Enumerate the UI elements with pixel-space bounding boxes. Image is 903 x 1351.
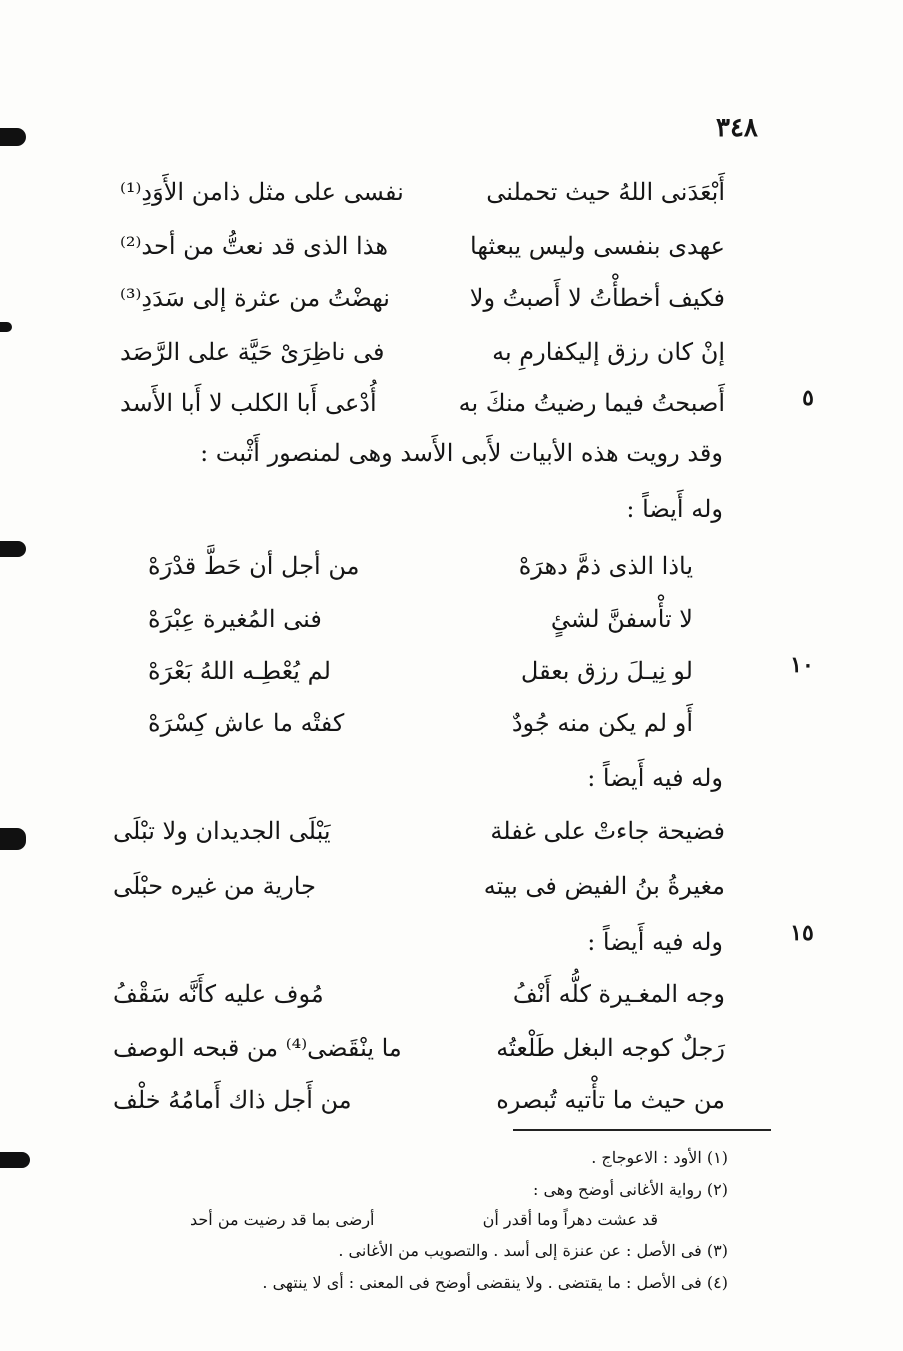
verse-line (120, 167, 725, 217)
page-number: ٣٤٨ (716, 113, 758, 143)
verse-first-hemistich: من حيث ما تأْتيه تُبصره (496, 1086, 725, 1114)
line-number: ٥ (802, 385, 814, 411)
verse-line (113, 861, 725, 911)
verse-first-hemistich: رَجلٌ كوجه البغل طَلْعتُه (496, 1034, 725, 1062)
verse-line (120, 378, 725, 428)
verse-line (148, 646, 693, 696)
scan-mark (0, 828, 26, 850)
verse-second-hemistich: كفتْه ما عاش كِسْرَهْ (148, 709, 345, 737)
scan-mark (0, 541, 26, 557)
section-heading: وله فيه أَيضاً : (587, 928, 723, 956)
verse-line (113, 806, 725, 856)
verse-line (113, 1023, 725, 1073)
scan-mark (0, 1152, 30, 1168)
verse-line (148, 541, 693, 591)
line-number: ١٠ (790, 652, 814, 678)
verse-line (120, 327, 725, 377)
scan-mark (0, 322, 12, 332)
verse-first-hemistich: عهدى بنفسى وليس يبعثها (470, 232, 725, 260)
verse-first-hemistich: مغيرةُ بنُ الفيض فى بيته (483, 872, 725, 900)
verse-second-hemistich: نهضْتُ من عثرة إلى سَدَدِ⁽³⁾ (120, 284, 390, 312)
scan-mark (0, 128, 26, 146)
line-number: ١٥ (790, 920, 814, 946)
verse-second-hemistich: يَبْلَى الجديدان ولا تبْلَى (113, 817, 331, 845)
verse-second-hemistich: لم يُعْطِـه اللهُ بَعْرَهْ (148, 657, 331, 685)
section-heading: وله فيه أَيضاً : (587, 764, 723, 792)
footnote: (٤) فى الأصل : ما يقتضى . ولا ينقضى أوضح فى المعنى : أى لا ينتهى . (262, 1273, 728, 1292)
verse-second-hemistich: ما ينْقَضى⁽⁴⁾ من قبحه الوصف (113, 1034, 402, 1062)
verse-second-hemistich: من أَجل ذاك أَمامُهُ خلْف (113, 1086, 352, 1114)
verse-first-hemistich: أَو لم يكن منه جُودٌ (511, 709, 693, 737)
verse-line (113, 969, 725, 1019)
verse-line (120, 273, 725, 323)
verse-second-hemistich: نفسى على مثل ذامن الأَوَدِ⁽¹⁾ (120, 178, 404, 206)
verse-first-hemistich: أَصبحتُ فيما رضيتُ منكَ به (458, 389, 725, 417)
verse-second-hemistich: فى ناظِرَىْ حَيَّة على الرَّصَد (120, 338, 385, 366)
verse-line (113, 1075, 725, 1125)
verse-line (120, 221, 725, 271)
verse-first-hemistich: لو نِيـلَ رزق بعقل (520, 657, 693, 685)
verse-second-hemistich: جارية من غيره حبْلَى (113, 872, 316, 900)
verse-first-hemistich: أَبْعَدَنى اللهُ حيث تحملنى (486, 178, 725, 206)
verse-first-hemistich: إنْ كان رزق إليكفارمِ به (492, 338, 725, 366)
footnote: (١) الأود : الاعوجاج . (591, 1148, 728, 1167)
verse-second-hemistich: مُوف عليه كأَنَّه سَقْفُ (113, 980, 324, 1008)
section-heading: وله أَيضاً : (626, 495, 723, 523)
footnote-verse-second-hemistich: أرضى بما قد رضيت من أحد (190, 1210, 375, 1229)
verse-first-hemistich: لا تأْسفنَّ لشئٍ (550, 605, 693, 633)
verse-first-hemistich: فكيف أخطأْتُ لا أَصبتُ ولا (469, 284, 725, 312)
prose-note: وقد رويت هذه الأبيات لأَبى الأَسد وهى لمنصور أَثْبت : (200, 439, 723, 467)
verse-second-hemistich: أُدْعى أَبا الكلب لا أَبا الأَسد (120, 389, 377, 417)
verse-first-hemistich: فضيحة جاءتْ على غفلة (490, 817, 725, 845)
footnote-rule (513, 1129, 771, 1131)
verse-second-hemistich: هذا الذى قد نعتُّ من أحد⁽²⁾ (120, 232, 388, 260)
verse-first-hemistich: ياذا الذى ذمَّ دهرَهْ (518, 552, 693, 580)
verse-first-hemistich: وجه المغـيرة كلُّه أَنْفُ (512, 980, 725, 1008)
footnote-verse-first-hemistich: قد عشت دهراً وما أقدر أن (482, 1210, 658, 1229)
verse-second-hemistich: من أجل أن حَطَّ قدْرَهْ (148, 552, 360, 580)
footnote: (٢) رواية الأغانى أوضح وهى : (532, 1180, 728, 1199)
verse-line (148, 594, 693, 644)
verse-second-hemistich: فنى المُغيرة عِبْرَهْ (148, 605, 322, 633)
verse-line (148, 698, 693, 748)
footnote: (٣) فى الأصل : عن عنزة إلى أسد . والتصويب من الأغانى . (338, 1241, 728, 1260)
